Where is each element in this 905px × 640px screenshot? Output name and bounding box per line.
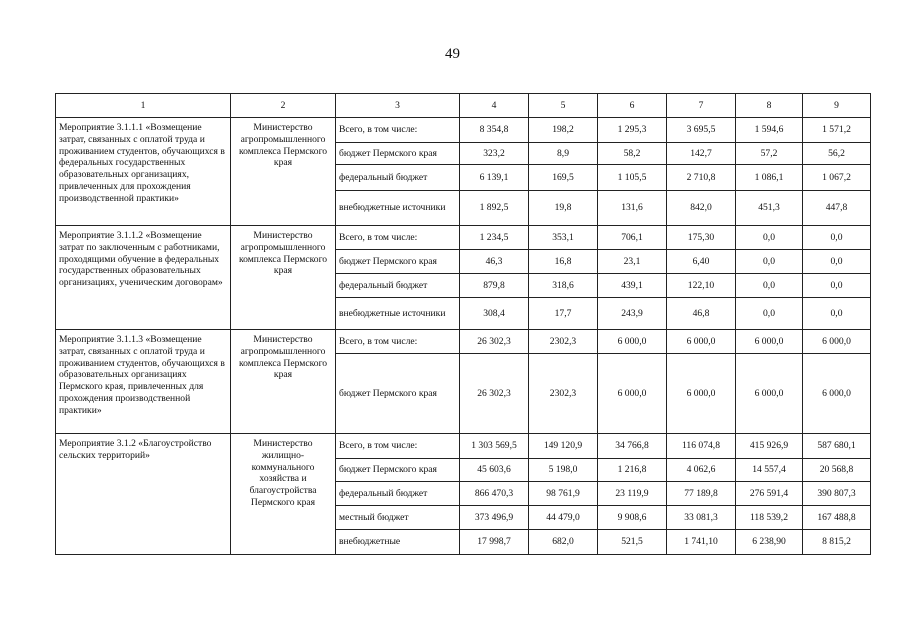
executor-cell [231, 330, 336, 434]
amount-cell: 1 892,5 [460, 191, 529, 226]
column-number-7: 7 [667, 94, 736, 118]
executor-cell [231, 434, 336, 555]
amount-cell: 6 000,0 [803, 330, 871, 354]
funding-source: внебюджетные источники [336, 298, 460, 330]
table-row [56, 434, 871, 459]
amount-cell: 6 000,0 [736, 330, 803, 354]
amount-cell: 57,2 [736, 143, 803, 165]
amount-cell: 14 557,4 [736, 459, 803, 482]
event-name: Мероприятие 3.1.1.1 «Возмещение затрат, связанных с оплатой труда и проживанием студентов, обучающихся в федеральных государственных образовательных организациях, привлеченных для прохождения производственной практики» [59, 122, 225, 204]
amount-cell: 26 302,3 [460, 330, 529, 354]
amount-cell: 56,2 [803, 143, 871, 165]
amount-cell: 1 594,6 [736, 118, 803, 143]
amount-cell: 0,0 [803, 226, 871, 250]
amount-cell: 1 571,2 [803, 118, 871, 143]
amount-cell: 706,1 [598, 226, 667, 250]
amount-cell: 1 741,10 [667, 530, 736, 555]
amount-cell: 116 074,8 [667, 434, 736, 459]
funding-source: бюджет Пермского края [336, 459, 460, 482]
amount-cell: 6 000,0 [598, 330, 667, 354]
amount-cell: 0,0 [736, 226, 803, 250]
column-number-8: 8 [736, 94, 803, 118]
funding-source: внебюджетные [336, 530, 460, 555]
amount-cell: 98 761,9 [529, 482, 598, 506]
amount-cell: 439,1 [598, 274, 667, 298]
amount-cell: 587 680,1 [803, 434, 871, 459]
amount-cell: 1 067,2 [803, 165, 871, 191]
funding-source: Всего, в том числе: [336, 118, 460, 143]
amount-cell: 1 216,8 [598, 459, 667, 482]
amount-cell: 46,3 [460, 250, 529, 274]
amount-cell: 318,6 [529, 274, 598, 298]
amount-cell: 6 000,0 [598, 354, 667, 434]
amount-cell: 175,30 [667, 226, 736, 250]
executor-name: Министерство агропромышленного комплекса Пермского края [238, 122, 328, 169]
amount-cell: 0,0 [736, 298, 803, 330]
amount-cell: 23 119,9 [598, 482, 667, 506]
executor-name: Министерство агропромышленного комплекса Пермского края [238, 334, 328, 381]
column-number-9: 9 [803, 94, 871, 118]
executor-cell [231, 226, 336, 330]
amount-cell: 0,0 [736, 274, 803, 298]
funding-source: внебюджетные источники [336, 191, 460, 226]
funding-source: местный бюджет [336, 506, 460, 530]
column-number-6: 6 [598, 94, 667, 118]
amount-cell: 276 591,4 [736, 482, 803, 506]
funding-source: федеральный бюджет [336, 274, 460, 298]
amount-cell: 842,0 [667, 191, 736, 226]
amount-cell: 0,0 [803, 298, 871, 330]
amount-cell: 169,5 [529, 165, 598, 191]
amount-cell: 6 139,1 [460, 165, 529, 191]
amount-cell: 46,8 [667, 298, 736, 330]
amount-cell: 8 815,2 [803, 530, 871, 555]
amount-cell: 45 603,6 [460, 459, 529, 482]
amount-cell: 142,7 [667, 143, 736, 165]
funding-source: бюджет Пермского края [336, 143, 460, 165]
amount-cell: 9 908,6 [598, 506, 667, 530]
amount-cell: 17 998,7 [460, 530, 529, 555]
amount-cell: 34 766,8 [598, 434, 667, 459]
table-row [56, 226, 871, 250]
event-name: Мероприятие 3.1.1.2 «Возмещение затрат по заключенным с работниками, проходящими обучение в федеральных государственных образовательных организациях, ученическим договорам» [59, 230, 223, 289]
event-name: Мероприятие 3.1.1.3 «Возмещение затрат, связанных с оплатой труда и проживанием студентов, обучающихся в образовательных организациях Пермского края, привлеченных для прохождения производственной практики» [59, 334, 225, 416]
amount-cell: 16,8 [529, 250, 598, 274]
amount-cell: 8 354,8 [460, 118, 529, 143]
event-name-cell [56, 226, 231, 330]
amount-cell: 682,0 [529, 530, 598, 555]
table-row [56, 118, 871, 143]
amount-cell: 4 062,6 [667, 459, 736, 482]
funding-source: Всего, в том числе: [336, 226, 460, 250]
column-number-1: 1 [56, 94, 231, 118]
amount-cell: 2302,3 [529, 354, 598, 434]
funding-source: федеральный бюджет [336, 165, 460, 191]
amount-cell: 2302,3 [529, 330, 598, 354]
executor-name: Министерство жилищно-коммунального хозяйства и благоустройства Пермского края [249, 438, 317, 508]
amount-cell: 866 470,3 [460, 482, 529, 506]
amount-cell: 3 695,5 [667, 118, 736, 143]
executor-cell [231, 118, 336, 226]
funding-source: бюджет Пермского края [336, 250, 460, 274]
amount-cell: 23,1 [598, 250, 667, 274]
amount-cell: 6 000,0 [736, 354, 803, 434]
amount-cell: 323,2 [460, 143, 529, 165]
amount-cell: 6 238,90 [736, 530, 803, 555]
amount-cell: 447,8 [803, 191, 871, 226]
amount-cell: 353,1 [529, 226, 598, 250]
funding-source: Всего, в том числе: [336, 330, 460, 354]
funding-source: бюджет Пермского края [336, 354, 460, 434]
amount-cell: 122,10 [667, 274, 736, 298]
funding-source: Всего, в том числе: [336, 434, 460, 459]
amount-cell: 20 568,8 [803, 459, 871, 482]
event-name-cell [56, 434, 231, 555]
program-financing-table [55, 93, 871, 555]
header-row [56, 94, 871, 118]
amount-cell: 1 303 569,5 [460, 434, 529, 459]
amount-cell: 118 539,2 [736, 506, 803, 530]
event-name-cell [56, 330, 231, 434]
amount-cell: 6,40 [667, 250, 736, 274]
amount-cell: 415 926,9 [736, 434, 803, 459]
column-number-2: 2 [231, 94, 336, 118]
event-name: Мероприятие 3.1.2 «Благоустройство сельских территорий» [59, 438, 212, 461]
amount-cell: 879,8 [460, 274, 529, 298]
amount-cell: 26 302,3 [460, 354, 529, 434]
amount-cell: 131,6 [598, 191, 667, 226]
amount-cell: 77 189,8 [667, 482, 736, 506]
amount-cell: 6 000,0 [667, 354, 736, 434]
amount-cell: 198,2 [529, 118, 598, 143]
amount-cell: 373 496,9 [460, 506, 529, 530]
amount-cell: 149 120,9 [529, 434, 598, 459]
executor-name: Министерство агропромышленного комплекса Пермского края [238, 230, 328, 277]
amount-cell: 451,3 [736, 191, 803, 226]
amount-cell: 521,5 [598, 530, 667, 555]
amount-cell: 0,0 [803, 250, 871, 274]
amount-cell: 44 479,0 [529, 506, 598, 530]
amount-cell: 390 807,3 [803, 482, 871, 506]
amount-cell: 8,9 [529, 143, 598, 165]
amount-cell: 0,0 [803, 274, 871, 298]
amount-cell: 308,4 [460, 298, 529, 330]
page-number: 49 [445, 46, 460, 62]
amount-cell: 2 710,8 [667, 165, 736, 191]
event-name-cell [56, 118, 231, 226]
amount-cell: 33 081,3 [667, 506, 736, 530]
amount-cell: 243,9 [598, 298, 667, 330]
amount-cell: 1 086,1 [736, 165, 803, 191]
amount-cell: 1 105,5 [598, 165, 667, 191]
funding-source: федеральный бюджет [336, 482, 460, 506]
amount-cell: 6 000,0 [667, 330, 736, 354]
amount-cell: 1 295,3 [598, 118, 667, 143]
table-body [56, 94, 871, 555]
amount-cell: 5 198,0 [529, 459, 598, 482]
amount-cell: 19,8 [529, 191, 598, 226]
column-number-5: 5 [529, 94, 598, 118]
amount-cell: 167 488,8 [803, 506, 871, 530]
column-number-3: 3 [336, 94, 460, 118]
amount-cell: 17,7 [529, 298, 598, 330]
amount-cell: 58,2 [598, 143, 667, 165]
amount-cell: 0,0 [736, 250, 803, 274]
amount-cell: 6 000,0 [803, 354, 871, 434]
amount-cell: 1 234,5 [460, 226, 529, 250]
column-number-4: 4 [460, 94, 529, 118]
table-row [56, 330, 871, 354]
